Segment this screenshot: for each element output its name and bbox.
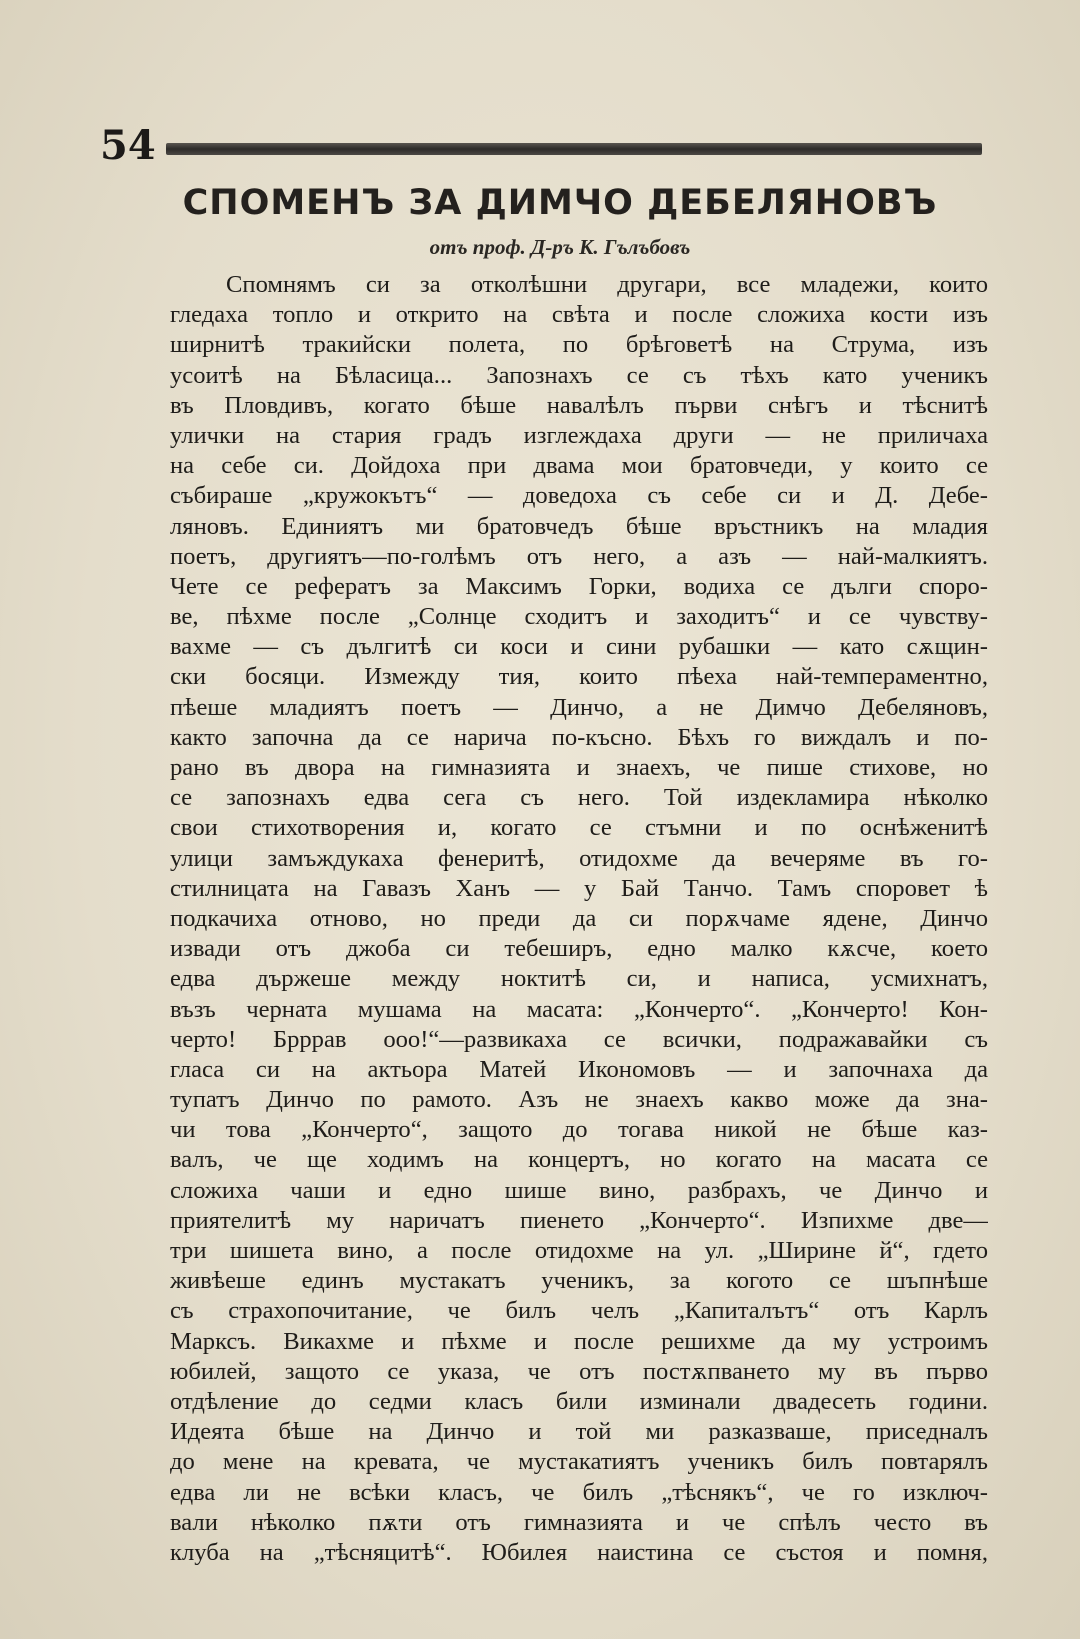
body-line: до мене на кревата, че мустакатиятъ ученикъ билъ повтарялъ — [170, 1448, 988, 1476]
body-line: приятелитѣ му наричатъ пиенето „Кончерто“. Изпихме две— — [170, 1206, 988, 1234]
body-line: едва ли не всѣки класъ, че билъ „тѣснякъ“, че го изключ- — [170, 1478, 988, 1506]
body-line: ски босяци. Измежду тия, които пѣеха най-темпераментно, — [170, 663, 988, 691]
body-line: клуба на „тѣсняцитѣ“. Юбилея наистина се състоя и помня, — [170, 1538, 988, 1566]
body-line: ве, пѣхме после „Солнце сходитъ и заходитъ“ и се чувству- — [170, 603, 988, 631]
body-line: както започна да се нарича по-късно. Бѣхъ го виждалъ и по- — [170, 723, 988, 751]
body-line: улици замъждукаха фенеритѣ, отидохме да вечеряме въ го- — [170, 844, 988, 872]
body-line: свои стихотворения и, когато се стъмни и по оснѣженитѣ — [170, 814, 988, 842]
body-line: улички на стария градъ изглеждаха други — не приличаха — [170, 421, 988, 449]
body-line: вали нѣколко пѫти отъ гимназията и че спѣлъ често въ — [170, 1508, 988, 1536]
body-line: на себе си. Дойдоха при двама мои братовчеди, у които се — [170, 452, 988, 480]
body-line: рано въ двора на гимназията и знаехъ, че пише стихове, но — [170, 754, 988, 781]
body-line: Чете се рефератъ за Максимъ Горки, водиха се дълги споро- — [170, 572, 988, 600]
article-title: СПОМЕНЪ ЗА ДИМЧО ДЕБЕЛЯНОВЪ — [182, 183, 938, 223]
body-line: тупатъ Динчо по рамото. Азъ не знаехъ какво може да зна- — [170, 1086, 988, 1114]
body-line: пѣеше младиятъ поетъ — Динчо, а не Димчо Дебеляновъ, — [170, 693, 988, 721]
body-line: ляновъ. Единиятъ ми братовчедъ бѣше връстникъ на младия — [170, 512, 988, 540]
body-line: юбилей, защото се указа, че отъ постѫпването му въ първо — [170, 1357, 988, 1385]
body-line: гледаха топло и открито на свѣта и после сложиха кости изъ — [170, 301, 988, 329]
body-line: въ Пловдивъ, когато бѣше навалѣлъ първи снѣгъ и тѣснитѣ — [170, 391, 988, 419]
body-line: извади отъ джоба си тебеширъ, едно малко кѫсче, което — [170, 935, 988, 963]
body-line: черто! Брррав ооо!“—развикаха се всички, подражавайки съ — [170, 1025, 988, 1053]
page-number: 54 — [100, 122, 156, 169]
body-line: подкачиха отново, но преди да си порѫчаме ядене, Динчо — [170, 904, 988, 932]
page-header — [100, 124, 982, 168]
body-line: гласа си на актьора Матей Икономовъ — и започнаха да — [170, 1055, 988, 1083]
body-line: Спомнямъ си за отколѣшни другари, все младежи, които — [226, 271, 988, 298]
body-line: възъ черната мушама на масата: „Кончерто“. „Кончерто! Кон- — [170, 995, 988, 1023]
article-body — [170, 270, 988, 1568]
article-byline: отъ проф. Д-ръ К. Гълъбовъ — [429, 235, 691, 259]
body-line: поетъ, другиятъ—по-голѣмъ отъ него, а азъ — най-малкиятъ. — [170, 542, 988, 570]
body-line: три шишета вино, а после отидохме на ул. „Ширине й“, гдето — [170, 1237, 988, 1264]
body-line: се запознахъ едва сега съ него. Той издекламира нѣколко — [170, 784, 988, 812]
body-line: събираше „кружокътъ“ — доведоха съ себе си и Д. Дебе- — [170, 482, 988, 510]
body-line: валъ, че ще ходимъ на концертъ, но когато на масата се — [170, 1146, 988, 1174]
body-line: Идеята бѣше на Динчо и той ми разказваше, приседналъ — [170, 1418, 988, 1446]
header-rule — [166, 143, 982, 155]
body-line: Марксъ. Викахме и пѣхме и после решихме да му устроимъ — [170, 1327, 988, 1355]
body-line: усоитѣ на Бѣласица... Запознахъ се съ тѣхъ като ученикъ — [170, 361, 988, 389]
body-line: чи това „Кончерто“, защото до тогава никой не бѣше каз- — [170, 1116, 988, 1144]
body-line: живѣеше единъ мустакатъ ученикъ, за когото се шъпнѣше — [170, 1267, 988, 1295]
body-line: сложиха чаши и едно шише вино, разбрахъ, че Динчо и — [170, 1176, 988, 1204]
body-line: вахме — съ дългитѣ си коси и сини рубашки — като сѫщин- — [170, 633, 988, 661]
body-line: ширнитѣ тракийски полета, по брѣговетѣ на Струма, изъ — [170, 331, 988, 359]
body-line: съ страхопочитание, че билъ челъ „Капиталътъ“ отъ Карлъ — [170, 1297, 988, 1325]
body-line: едва държеше между ноктитѣ си, и написа, усмихнатъ, — [170, 965, 988, 993]
body-line: отдѣление до седми класъ били изминали двадесеть години. — [170, 1387, 988, 1415]
body-line: стилницата на Гавазъ Ханъ — у Бай Танчо. Тамъ споровет ѣ — [170, 874, 988, 902]
